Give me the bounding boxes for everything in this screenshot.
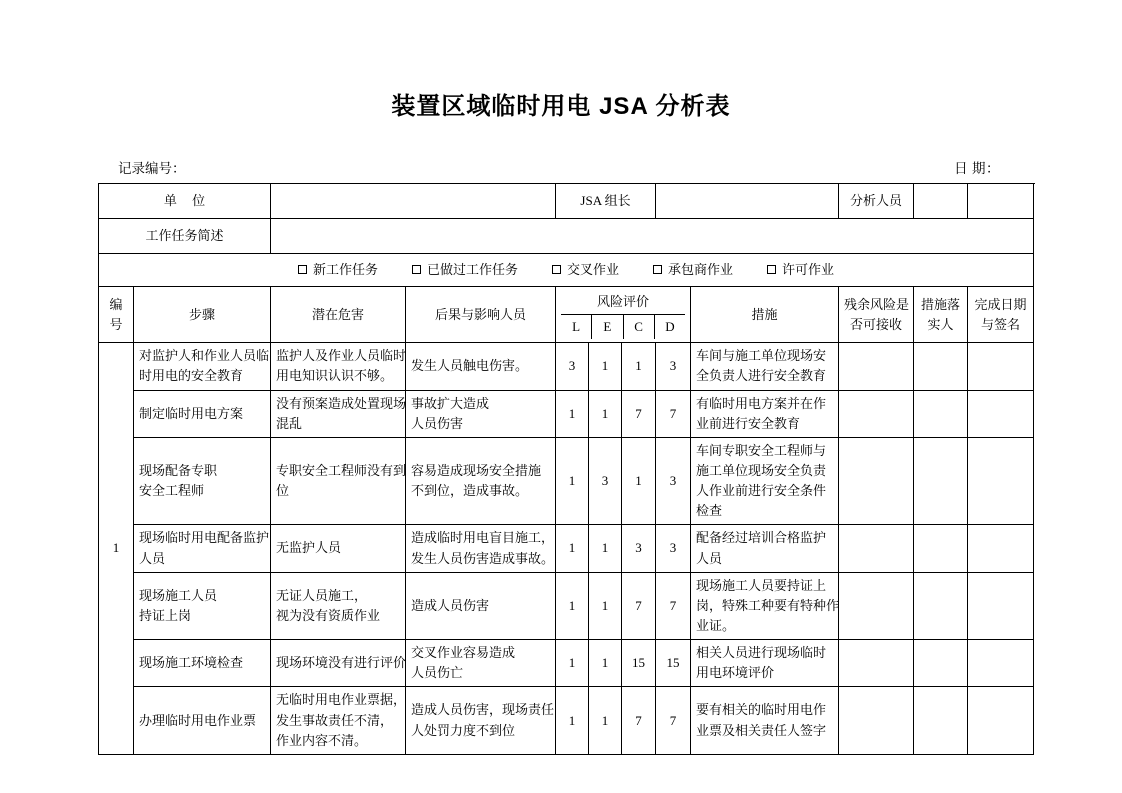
measure-line: 要有相关的临时用电作 xyxy=(696,702,827,718)
cell-step xyxy=(134,572,271,639)
checkbox-icon[interactable] xyxy=(767,265,776,274)
cell-responsible[interactable] xyxy=(914,525,968,572)
cell-risk-c: 15 xyxy=(622,640,656,687)
cell-step xyxy=(134,343,271,390)
task-type-option-permit[interactable] xyxy=(767,260,834,280)
risk-subcolumn-d: D xyxy=(665,319,675,335)
cell-risk-d: 3 xyxy=(656,525,691,572)
cell-risk-d: 3 xyxy=(656,437,691,525)
measure-line: 施工单位现场安全负责 xyxy=(696,462,827,478)
task-type-option-new[interactable] xyxy=(298,260,378,280)
task-type-checkbox-group xyxy=(104,260,1028,280)
cell-residual-risk[interactable] xyxy=(839,390,914,437)
risk-subcolumn-c: C xyxy=(624,315,655,339)
cell-hazard xyxy=(271,390,406,437)
consequence-line: 交叉作业容易造成 xyxy=(411,645,516,661)
cell-responsible[interactable] xyxy=(914,687,968,754)
cell-consequence xyxy=(406,437,556,525)
measure-line: 人员 xyxy=(696,550,723,566)
analyst-value[interactable] xyxy=(968,184,1034,219)
cell-responsible[interactable] xyxy=(914,390,968,437)
task-type-option-crosswork[interactable] xyxy=(552,260,619,280)
cell-residual-risk[interactable] xyxy=(839,572,914,639)
cell-risk-l: 1 xyxy=(556,572,589,639)
column-header-responsible-line2: 实人 xyxy=(927,316,954,332)
cell-risk-e: 1 xyxy=(589,343,622,390)
cell-consequence xyxy=(406,525,556,572)
task-type-option-repeated[interactable] xyxy=(412,260,518,280)
task-type-label: 许可作业 xyxy=(782,261,835,277)
checkbox-icon[interactable] xyxy=(552,265,561,274)
column-header-responsible-line1: 措施落 xyxy=(921,296,961,312)
unit-value[interactable] xyxy=(271,184,556,219)
cell-measure xyxy=(691,687,839,754)
column-header-hazard: 潜在危害 xyxy=(271,287,406,343)
cell-consequence xyxy=(406,390,556,437)
hazard-line: 视为没有资质作业 xyxy=(276,607,381,623)
risk-subcolumn-l: L xyxy=(561,315,592,339)
column-header-row xyxy=(99,287,1034,343)
checkbox-icon[interactable] xyxy=(298,265,307,274)
cell-completion[interactable] xyxy=(968,687,1034,754)
page-title: 装置区域临时用电 JSA 分析表 xyxy=(391,93,731,120)
consequence-line: 人处罚力度不到位 xyxy=(411,722,516,738)
checkbox-icon[interactable] xyxy=(412,265,421,274)
column-header-step: 步骤 xyxy=(134,287,271,343)
table-row xyxy=(99,437,1034,525)
table-row xyxy=(99,687,1034,754)
table-row xyxy=(99,390,1034,437)
cell-residual-risk[interactable] xyxy=(839,640,914,687)
measure-line: 用电环境评价 xyxy=(696,665,775,681)
cell-measure xyxy=(691,390,839,437)
step-line: 制定临时用电方案 xyxy=(139,405,244,421)
cell-residual-risk[interactable] xyxy=(839,525,914,572)
hazard-line: 无监护人员 xyxy=(276,540,342,556)
risk-subcolumn-row xyxy=(561,315,685,339)
cell-measure xyxy=(691,572,839,639)
cell-completion[interactable] xyxy=(968,437,1034,525)
cell-completion[interactable] xyxy=(968,525,1034,572)
cell-measure xyxy=(691,640,839,687)
consequence-line: 容易造成现场安全措施 xyxy=(411,462,542,478)
cell-step xyxy=(134,687,271,754)
task-type-label: 承包商作业 xyxy=(668,261,734,277)
cell-hazard xyxy=(271,640,406,687)
consequence-line: 人员伤亡 xyxy=(411,665,464,681)
consequence-line: 造成人员伤害 xyxy=(411,597,490,613)
cell-risk-e: 1 xyxy=(589,572,622,639)
cell-responsible[interactable] xyxy=(914,343,968,390)
cell-risk-d: 15 xyxy=(656,640,691,687)
column-header-completion-line2: 与签名 xyxy=(981,316,1021,332)
table-row xyxy=(99,525,1034,572)
cell-step xyxy=(134,437,271,525)
cell-hazard xyxy=(271,343,406,390)
column-header-residual-line1: 残余风险是 xyxy=(844,296,910,312)
cell-measure xyxy=(691,525,839,572)
cell-completion[interactable] xyxy=(968,572,1034,639)
step-line: 持证上岗 xyxy=(139,607,192,623)
cell-completion[interactable] xyxy=(968,640,1034,687)
hazard-line: 位 xyxy=(276,483,290,499)
step-line: 安全工程师 xyxy=(139,483,205,499)
task-type-cell xyxy=(99,254,1034,287)
table-row xyxy=(99,640,1034,687)
consequence-line: 发生人员触电伤害。 xyxy=(411,358,529,374)
cell-risk-l: 1 xyxy=(556,687,589,754)
cell-step xyxy=(134,525,271,572)
step-line: 时用电的安全教育 xyxy=(139,368,244,384)
column-header-serial: 编号 xyxy=(99,287,134,343)
unit-label: 单 位 xyxy=(99,184,271,219)
cell-consequence xyxy=(406,572,556,639)
cell-responsible[interactable] xyxy=(914,572,968,639)
risk-subcolumn-e: E xyxy=(592,315,623,339)
consequence-line: 造成人员伤害，现场责任 xyxy=(411,702,555,718)
cell-risk-l: 1 xyxy=(556,525,589,572)
hazard-line: 作业内容不清。 xyxy=(276,732,368,748)
measure-line: 人作业前进行安全条件 xyxy=(696,483,827,499)
cell-risk-c: 3 xyxy=(622,525,656,572)
jsa-table xyxy=(98,183,1034,755)
cell-hazard xyxy=(271,687,406,754)
cell-hazard xyxy=(271,572,406,639)
cell-step xyxy=(134,390,271,437)
cell-risk-l: 1 xyxy=(556,640,589,687)
step-line: 现场施工人员 xyxy=(139,587,218,603)
step-line: 现场临时用电配备监护 xyxy=(139,530,270,546)
risk-group-title: 风险评价 xyxy=(561,290,685,315)
cell-measure xyxy=(691,343,839,390)
cell-risk-d: 7 xyxy=(656,687,691,754)
hazard-line: 混乱 xyxy=(276,415,303,431)
consequence-line: 造成临时用电盲目施工， xyxy=(411,530,555,546)
cell-risk-d: 3 xyxy=(656,343,691,390)
cell-risk-c: 7 xyxy=(622,687,656,754)
unit-row xyxy=(99,184,1034,219)
table-row xyxy=(99,343,1034,390)
task-type-label: 新工作任务 xyxy=(312,261,378,277)
measure-line: 车间与施工单位现场安 xyxy=(696,348,827,364)
cell-measure xyxy=(691,437,839,525)
meta-line xyxy=(98,157,1028,177)
cell-residual-risk[interactable] xyxy=(839,687,914,754)
hazard-line: 无证人员施工， xyxy=(276,587,368,603)
measure-line: 有临时用电方案并在作 xyxy=(696,395,827,411)
cell-risk-c: 7 xyxy=(622,572,656,639)
column-header-residual-line2: 否可接收 xyxy=(850,316,903,332)
cell-consequence xyxy=(406,343,556,390)
table-row xyxy=(99,572,1034,639)
cell-completion[interactable] xyxy=(968,343,1034,390)
column-header-completion-line1: 完成日期 xyxy=(974,296,1027,312)
consequence-line: 发生人员伤害造成事故。 xyxy=(411,550,555,566)
column-header-completion xyxy=(968,287,1034,343)
hazard-line: 用电知识认识不够。 xyxy=(276,368,394,384)
measure-line: 现场施工人员要持证上 xyxy=(696,577,827,593)
analyst-extra-cell[interactable] xyxy=(914,184,968,219)
cell-residual-risk[interactable] xyxy=(839,343,914,390)
cell-risk-d: 7 xyxy=(656,572,691,639)
measure-line: 业票及相关责任人签字 xyxy=(696,722,827,738)
cell-risk-l: 3 xyxy=(556,343,589,390)
measure-line: 车间专职安全工程师与 xyxy=(696,442,827,458)
cell-responsible[interactable] xyxy=(914,640,968,687)
cell-risk-c: 1 xyxy=(622,343,656,390)
checkbox-icon[interactable] xyxy=(653,265,662,274)
hazard-line: 没有预案造成处置现场 xyxy=(276,395,407,411)
jsa-leader-value[interactable] xyxy=(656,184,839,219)
step-line: 现场施工环境检查 xyxy=(139,655,244,671)
step-line: 现场配备专职 xyxy=(139,462,218,478)
cell-risk-c: 1 xyxy=(622,437,656,525)
step-line: 对监护人和作业人员临 xyxy=(139,348,270,364)
cell-risk-e: 1 xyxy=(589,390,622,437)
cell-risk-e: 1 xyxy=(589,640,622,687)
consequence-line: 事故扩大造成 xyxy=(411,395,490,411)
cell-risk-c: 7 xyxy=(622,390,656,437)
hazard-line: 发生事故责任不清， xyxy=(276,712,394,728)
column-header-risk-group xyxy=(556,287,691,343)
cell-consequence xyxy=(406,640,556,687)
row-serial-number: 1 xyxy=(99,343,134,755)
cell-hazard xyxy=(271,437,406,525)
cell-step xyxy=(134,640,271,687)
task-description-label: 工作任务简述 xyxy=(99,219,271,254)
task-type-label: 已做过工作任务 xyxy=(426,261,518,277)
consequence-line: 人员伤害 xyxy=(411,415,464,431)
cell-completion[interactable] xyxy=(968,390,1034,437)
task-type-label: 交叉作业 xyxy=(567,261,620,277)
hazard-line: 监护人及作业人员临时 xyxy=(276,348,407,364)
cell-responsible[interactable] xyxy=(914,437,968,525)
consequence-line: 不到位，造成事故。 xyxy=(411,483,529,499)
step-line: 人员 xyxy=(139,550,166,566)
hazard-line: 现场环境没有进行评价 xyxy=(276,655,407,671)
measure-line: 业证。 xyxy=(696,617,736,633)
task-type-option-contractor[interactable] xyxy=(653,260,733,280)
hazard-line: 无临时用电作业票据， xyxy=(276,692,407,708)
cell-hazard xyxy=(271,525,406,572)
cell-risk-l: 1 xyxy=(556,437,589,525)
measure-line: 相关人员进行现场临时 xyxy=(696,645,827,661)
cell-risk-e: 3 xyxy=(589,437,622,525)
column-header-residual-risk xyxy=(839,287,914,343)
task-type-row xyxy=(99,254,1034,287)
measure-line: 全负责人进行安全教育 xyxy=(696,368,827,384)
date-label: 日 期： xyxy=(954,161,1000,176)
cell-risk-e: 1 xyxy=(589,687,622,754)
cell-risk-l: 1 xyxy=(556,390,589,437)
measure-line: 检查 xyxy=(696,503,723,519)
measure-line: 业前进行安全教育 xyxy=(696,415,801,431)
cell-risk-e: 1 xyxy=(589,525,622,572)
cell-residual-risk[interactable] xyxy=(839,437,914,525)
measure-line: 配备经过培训合格监护 xyxy=(696,530,827,546)
analyst-label: 分析人员 xyxy=(839,184,914,219)
step-line: 办理临时用电作业票 xyxy=(139,712,257,728)
column-header-measure: 措施 xyxy=(691,287,839,343)
jsa-leader-label: JSA 组长 xyxy=(556,184,656,219)
column-header-responsible xyxy=(914,287,968,343)
task-description-row xyxy=(99,219,1034,254)
measure-line: 岗，特殊工种要有特种作 xyxy=(696,597,840,613)
task-description-value[interactable] xyxy=(271,219,1034,254)
cell-consequence xyxy=(406,687,556,754)
cell-risk-d: 7 xyxy=(656,390,691,437)
column-header-consequence: 后果与影响人员 xyxy=(406,287,556,343)
hazard-line: 专职安全工程师没有到 xyxy=(276,462,407,478)
record-number-label: 记录编号： xyxy=(118,161,186,176)
